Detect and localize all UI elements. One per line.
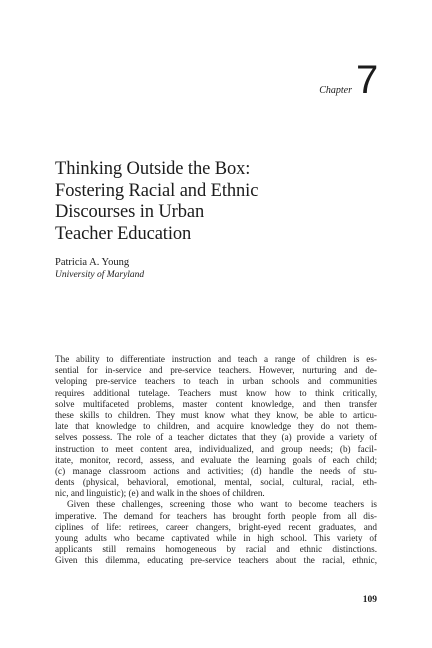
title-line: Fostering Racial and Ethnic bbox=[55, 180, 259, 201]
body-line: The ability to differentiate instruction and teach a range of children is es- bbox=[55, 354, 377, 364]
body-line: young adults who became captivated while in high school. This variety of bbox=[55, 533, 377, 543]
body-line: selves possess. The role of a teacher dictates that they (a) provide a variety of bbox=[55, 432, 377, 443]
author-name: Patricia A. Young bbox=[55, 257, 130, 268]
chapter-number: 7 bbox=[356, 58, 379, 102]
page-number: 109 bbox=[362, 595, 377, 605]
body-text bbox=[55, 354, 377, 567]
body-line: requires additional tutelage. Teachers must know how to think critically, bbox=[55, 387, 377, 398]
body-line: applicants still remains homogeneous by racial and ethnic distinctions. bbox=[55, 544, 377, 555]
body-line: instruction to meet content area, individualized, and group needs; (b) facil- bbox=[55, 443, 377, 454]
chapter-label: Chapter bbox=[319, 85, 352, 96]
body-line: veloping pre-service teachers to teach in urban schools and communities bbox=[55, 376, 377, 387]
body-line: itate, monitor, record, assess, and evaluate the learning goals of each child; bbox=[55, 454, 377, 465]
body-line: Given these challenges, screening those who want to become teachers is bbox=[67, 499, 377, 510]
chapter-title bbox=[55, 159, 258, 245]
title-line: Discourses in Urban bbox=[55, 202, 205, 222]
title-line: Teacher Education bbox=[55, 223, 192, 244]
title-line: Thinking Outside the Box: bbox=[55, 159, 251, 179]
author-affiliation: University of Maryland bbox=[55, 270, 145, 280]
body-line: imperative. The demand for teachers has brought forth people from all dis- bbox=[55, 510, 377, 521]
body-line: solve multifaceted problems, master content knowledge, and then transfer bbox=[55, 398, 377, 409]
body-line: sential for in-service and pre-service teachers. However, nurturing and de- bbox=[55, 365, 377, 376]
body-line: late that knowledge to children, and acquire knowledge they do not them- bbox=[55, 421, 377, 432]
body-line: these skills to children. They must know what they know, be able to articu- bbox=[55, 409, 377, 420]
body-line: ciplines of life: retirees, career changers, bright-eyed recent graduates, and bbox=[55, 521, 377, 532]
body-line: Given this dilemma, educating pre-service teachers about the racial, ethnic, bbox=[55, 555, 377, 566]
body-line: (c) manage classroom actions and activities; (d) handle the needs of stu- bbox=[55, 465, 377, 476]
body-line: dents (physical, behavioral, emotional, mental, social, cultural, racial, eth- bbox=[55, 477, 377, 488]
body-line: nic, and linguistic); (e) and walk in the shoes of children. bbox=[55, 488, 265, 499]
